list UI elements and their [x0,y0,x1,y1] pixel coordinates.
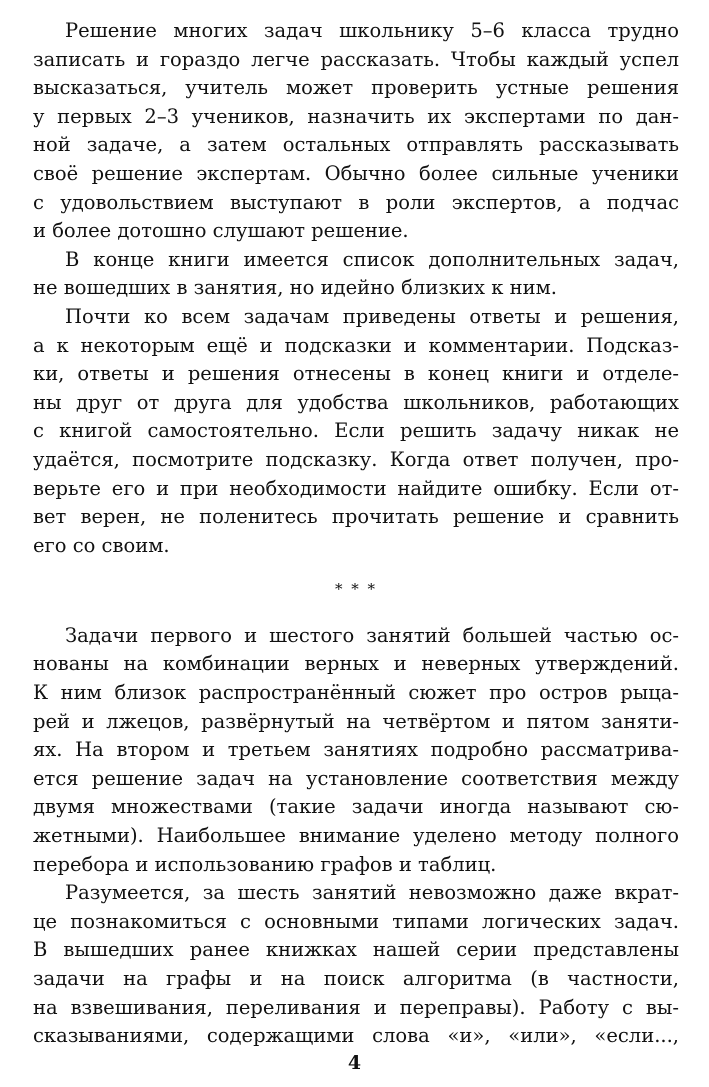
paragraph-1 [33,17,679,246]
paragraph-4 [33,622,679,879]
text-line: с книгой самостоятельно. Если решить задачу никак не [33,419,679,443]
text-line: не вошедших в занятия, но идейно близких к ним. [33,276,557,300]
text-line: В вышедших ранее книжках нашей серии представлены [33,938,679,962]
text-line: ны друг от друга для удобства школьников, работающих [33,390,679,414]
text-line: перебора и использованию графов и таблиц. [33,852,497,876]
text-line: и более дотошно слушают решение. [33,219,409,243]
section-separator: * * * [334,580,378,599]
text-line: Задачи первого и шестого занятий большей частью ос- [65,623,679,647]
text-line: рей и лжецов, развёрнутый на четвёртом и пятом заняти- [33,709,679,733]
page-body [33,17,679,1051]
page-number: 4 [347,1052,362,1074]
text-line: задачи на графы и на поиск алгоритма (в частности, [33,967,679,990]
paragraph-5 [33,879,679,1051]
text-line: ется решение задач на установление соответствия между [33,766,679,790]
text-line: на взвешивания, переливания и переправы). Работу с вы- [33,995,679,1019]
paragraph-2 [33,246,679,303]
text-line: а к некоторым ещё и подсказки и комментарии. Подсказ- [33,333,679,357]
text-line: вет верен, не поленитесь прочитать решение и сравнить [33,505,679,529]
text-line: двумя множествами (такие задачи иногда называют сю- [33,795,679,819]
text-line: сказываниями, содержащими слова «и», «или», «если..., [33,1024,679,1048]
text-line: ки, ответы и решения отнесены в конец книги и отделе- [33,362,679,386]
text-line: верьте его и при необходимости найдите ошибку. Если от- [33,476,679,500]
text-line: высказаться, учитель может проверить устные решения [33,76,679,100]
text-line: Почти ко всем задачам приведены ответы и решения, [65,304,679,328]
text-line: В конце книги имеется список дополнительных задач, [65,247,679,271]
text-line: с удовольствием выступают в роли экспертов, а подчас [33,190,679,214]
text-line: ях. На втором и третьем занятиях подробно рассматрива- [33,738,679,762]
text-line: его со своим. [33,533,170,557]
text-line: ной задаче, а затем остальных отправлять рассказывать [33,133,679,157]
text-line: це познакомиться с основными типами логических задач. [33,909,679,933]
text-line: Разумеется, за шесть занятий невозможно даже вкрат- [65,881,679,905]
text-line: записать и гораздо легче рассказать. Чтобы каждый успел [33,47,679,71]
text-line: у первых 2–3 учеников, назначить их экспертами по дан- [33,104,679,128]
text-line: нованы на комбинации верных и неверных утверждений. [33,652,679,676]
text-line: удаётся, посмотрите подсказку. Когда ответ получен, про- [33,447,679,471]
text-line: Решение многих задач школьнику 5–6 класса трудно [65,19,679,42]
text-line: К ним близок распространённый сюжет про остров рыца- [33,681,679,705]
text-line: своё решение экспертам. Обычно более сильные ученики [33,161,679,185]
text-line: жетными). Наибольшее внимание уделено методу полного [33,824,679,848]
paragraph-3 [33,303,679,560]
